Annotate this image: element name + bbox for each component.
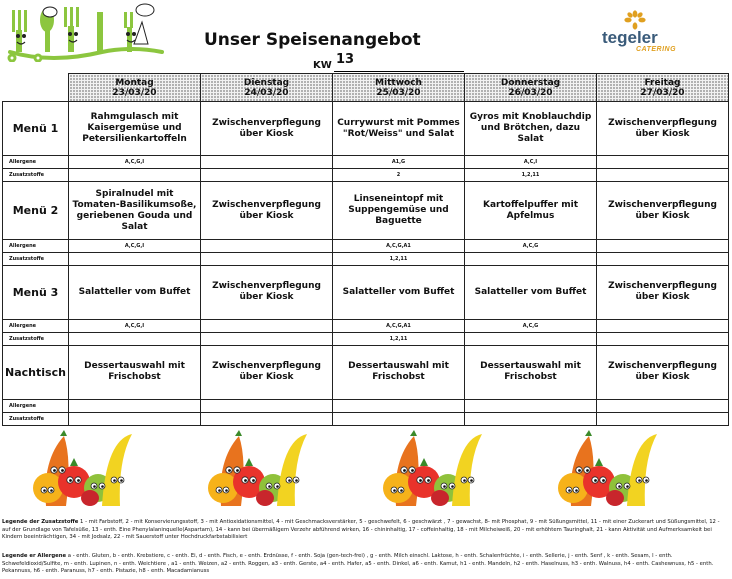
dish-cell: Zwischenverpflegung über Kiosk xyxy=(597,102,729,156)
allergens-legend-title: Legende er Allergene xyxy=(2,553,67,559)
day-header-row xyxy=(3,74,729,102)
day-name: Dienstag xyxy=(243,77,290,88)
brand-subtitle: CATERING xyxy=(636,46,677,53)
day-name: Freitag xyxy=(644,77,681,88)
allergen-row xyxy=(3,399,729,412)
additives-cell xyxy=(465,332,597,345)
day-header xyxy=(69,74,201,102)
allergens-legend-text: a - enth. Gluten, b - enth. Krebstiere, c - enth. Ei, d - enth. Fisch, e - enth. Erdnüsse, f - enth. Soja (gen-tech-frei) , g - enth. Milch einschl. Laktose, h - enth. Schalenfrüchte, i - enth. Sellerie, j - enth. Senf , k - enth. Sesam, l - enth. Schwefeldioxid/Sulfite, m - enth. Lupinen, n - enth. Weichtiere , a1 - enth. Weizen, a2 - enth. Roggen, a3 - enth. Gerste, a4 - enth. Hafer, a5 - enth. Dinkel, a6 - enth. Kamut, h1 - enth. Mandeln, h2 - enth. Haselnuss, h3 - enth. Walnuss, h4 - enth. Cashewnuss, h5 - enth. Pekannuss, h6 - enth. Paranuss, h7 - enth. Pistazie, h8 - enth. Macadamianuss xyxy=(2,553,714,574)
additives-cell xyxy=(69,252,201,265)
day-date: 24/03/20 xyxy=(244,87,289,98)
dish-cell: Zwischenverpflegung über Kiosk xyxy=(597,182,729,240)
brand-logo xyxy=(590,10,710,56)
additives-cell: 2 xyxy=(333,169,465,182)
menu-row xyxy=(3,182,729,240)
dish-cell: Currywurst mit Pommes "Rot/Weiss" und Salat xyxy=(333,102,465,156)
allergen-cell xyxy=(597,239,729,252)
dish-cell: Zwischenverpflegung über Kiosk xyxy=(597,265,729,319)
additives-label: Zusatzstoffe xyxy=(3,412,69,425)
allergen-cell: A,C,G,I xyxy=(69,319,201,332)
allergen-cell xyxy=(597,156,729,169)
additives-cell xyxy=(201,412,333,425)
allergen-cell: A,C,G xyxy=(465,239,597,252)
additives-cell: 1,2,11 xyxy=(333,332,465,345)
brand-name: tegeler xyxy=(602,28,658,47)
dish-cell: Spiralnudel mit Tomaten-Basilikumsoße, geriebenen Gouda und Salat xyxy=(69,182,201,240)
allergen-cell xyxy=(465,399,597,412)
additives-cell xyxy=(201,169,333,182)
day-header xyxy=(333,74,465,102)
fruit-cluster xyxy=(208,430,307,506)
allergen-cell: A,C,G,I xyxy=(69,239,201,252)
menu-row xyxy=(3,102,729,156)
menu-row xyxy=(3,345,729,399)
day-header xyxy=(201,74,333,102)
additives-cell xyxy=(333,412,465,425)
day-date: 23/03/20 xyxy=(112,87,157,98)
flower-icon xyxy=(624,10,646,30)
dish-cell: Salatteller vom Buffet xyxy=(333,265,465,319)
additives-row xyxy=(3,332,729,345)
additives-legend-title: Legende der Zusatzstoffe xyxy=(2,519,79,525)
day-date: 25/03/20 xyxy=(376,87,421,98)
dish-cell: Zwischenverpflegung über Kiosk xyxy=(201,182,333,240)
day-name: Montag xyxy=(115,77,154,88)
additives-row xyxy=(3,252,729,265)
dish-cell: Dessertauswahl mit Frischobst xyxy=(333,345,465,399)
fruit-cluster xyxy=(383,430,482,506)
allergen-row xyxy=(3,156,729,169)
allergen-cell xyxy=(201,399,333,412)
menu-label: Menü 1 xyxy=(3,102,69,156)
allergen-cell: A,C,G,I xyxy=(69,156,201,169)
additives-cell xyxy=(69,412,201,425)
allergen-cell xyxy=(333,399,465,412)
fruit-cluster xyxy=(558,430,657,506)
dish-cell: Zwischenverpflegung über Kiosk xyxy=(201,345,333,399)
allergen-cell: A,C,G,A1 xyxy=(333,319,465,332)
menu-label: Nachtisch xyxy=(3,345,69,399)
additives-cell xyxy=(597,332,729,345)
additives-cell: 1,2,11 xyxy=(333,252,465,265)
additives-legend xyxy=(2,519,728,542)
allergen-cell: A,C,G,A1 xyxy=(333,239,465,252)
allergen-cell xyxy=(597,319,729,332)
additives-cell xyxy=(69,169,201,182)
allergen-cell: A,C,I xyxy=(465,156,597,169)
menu-table xyxy=(2,73,729,426)
additives-cell xyxy=(597,252,729,265)
day-date: 26/03/20 xyxy=(508,87,553,98)
page-title: Unser Speisenangebot xyxy=(204,30,421,50)
additives-row xyxy=(3,412,729,425)
fruit-decoration xyxy=(2,430,728,506)
menu-row xyxy=(3,265,729,319)
menu-label: Menü 3 xyxy=(3,265,69,319)
dish-cell: Salatteller vom Buffet xyxy=(465,265,597,319)
day-header xyxy=(597,74,729,102)
additives-label: Zusatzstoffe xyxy=(3,332,69,345)
allergen-cell xyxy=(201,156,333,169)
additives-cell xyxy=(201,332,333,345)
allergen-label: Allergene xyxy=(3,399,69,412)
allergen-cell: A1,G xyxy=(333,156,465,169)
allergen-label: Allergene xyxy=(3,239,69,252)
additives-cell: 1,2,11 xyxy=(465,169,597,182)
dish-cell: Kartoffelpuffer mit Apfelmus xyxy=(465,182,597,240)
corner-cell xyxy=(3,74,69,102)
additives-cell xyxy=(597,169,729,182)
day-header xyxy=(465,74,597,102)
allergen-label: Allergene xyxy=(3,156,69,169)
dish-cell: Dessertauswahl mit Frischobst xyxy=(465,345,597,399)
additives-cell xyxy=(69,332,201,345)
additives-row xyxy=(3,169,729,182)
cutlery-logo xyxy=(2,2,192,62)
dish-cell: Zwischenverpflegung über Kiosk xyxy=(597,345,729,399)
dish-cell: Zwischenverpflegung über Kiosk xyxy=(201,102,333,156)
kw-value: 13 xyxy=(334,52,464,72)
allergen-cell: A,C,G xyxy=(465,319,597,332)
additives-legend-text: 1 - mit Farbstoff, 2 - mit Konservierungsstoff, 3 - mit Antioxidationsmittel, 4 - mit Geschmacksverstärker, 5 - geschwefelt, 6 - geschwärzt , 7 - gewachst, 8- mit Phosphat, 9 - mit Süßungsmittel, 11 - mit einer Zuckerart und Süßungsmittel, 12 - auf der Grundlage von Tafelsüße, 13 - enth. Eine Phenylalaninquelle(Aspartam), 14 - kann bei übermäßigem Verzehr abführend wirken, 16 - chininhaltig, 17 - coffeinhaltig, 18 - mit Milcheiweiß, 20 - mit erhöhtem Tauringhalt, 21 - kann Aktivität und Aufmerksamkeit bei Kindern beeinträchtigen, 34 - mit Jodsalz, 22 - mit Sauerstoff unter Hochdruckfarbstabilisiert xyxy=(2,519,720,540)
kw-label: KW xyxy=(313,60,332,71)
dish-cell: Dessertauswahl mit Frischobst xyxy=(69,345,201,399)
dish-cell: Linseneintopf mit Suppengemüse und Baguette xyxy=(333,182,465,240)
additives-cell xyxy=(201,252,333,265)
fruit-cluster xyxy=(33,430,132,506)
dish-cell: Gyros mit Knoblauchdip und Brötchen, dazu Salat xyxy=(465,102,597,156)
menu-label: Menü 2 xyxy=(3,182,69,240)
day-name: Donnerstag xyxy=(500,77,561,88)
allergen-cell xyxy=(69,399,201,412)
dish-cell: Rahmgulasch mit Kaisergemüse und Petersilienkartoffeln xyxy=(69,102,201,156)
additives-label: Zusatzstoffe xyxy=(3,252,69,265)
additives-cell xyxy=(465,412,597,425)
allergen-label: Allergene xyxy=(3,319,69,332)
allergen-cell xyxy=(201,319,333,332)
day-name: Mittwoch xyxy=(375,77,422,88)
dish-cell: Zwischenverpflegung über Kiosk xyxy=(201,265,333,319)
additives-label: Zusatzstoffe xyxy=(3,169,69,182)
dish-cell: Salatteller vom Buffet xyxy=(69,265,201,319)
allergen-row xyxy=(3,239,729,252)
additives-cell xyxy=(597,412,729,425)
allergens-legend xyxy=(2,553,728,576)
allergen-cell xyxy=(201,239,333,252)
day-date: 27/03/20 xyxy=(640,87,685,98)
allergen-row xyxy=(3,319,729,332)
additives-cell xyxy=(465,252,597,265)
allergen-cell xyxy=(597,399,729,412)
